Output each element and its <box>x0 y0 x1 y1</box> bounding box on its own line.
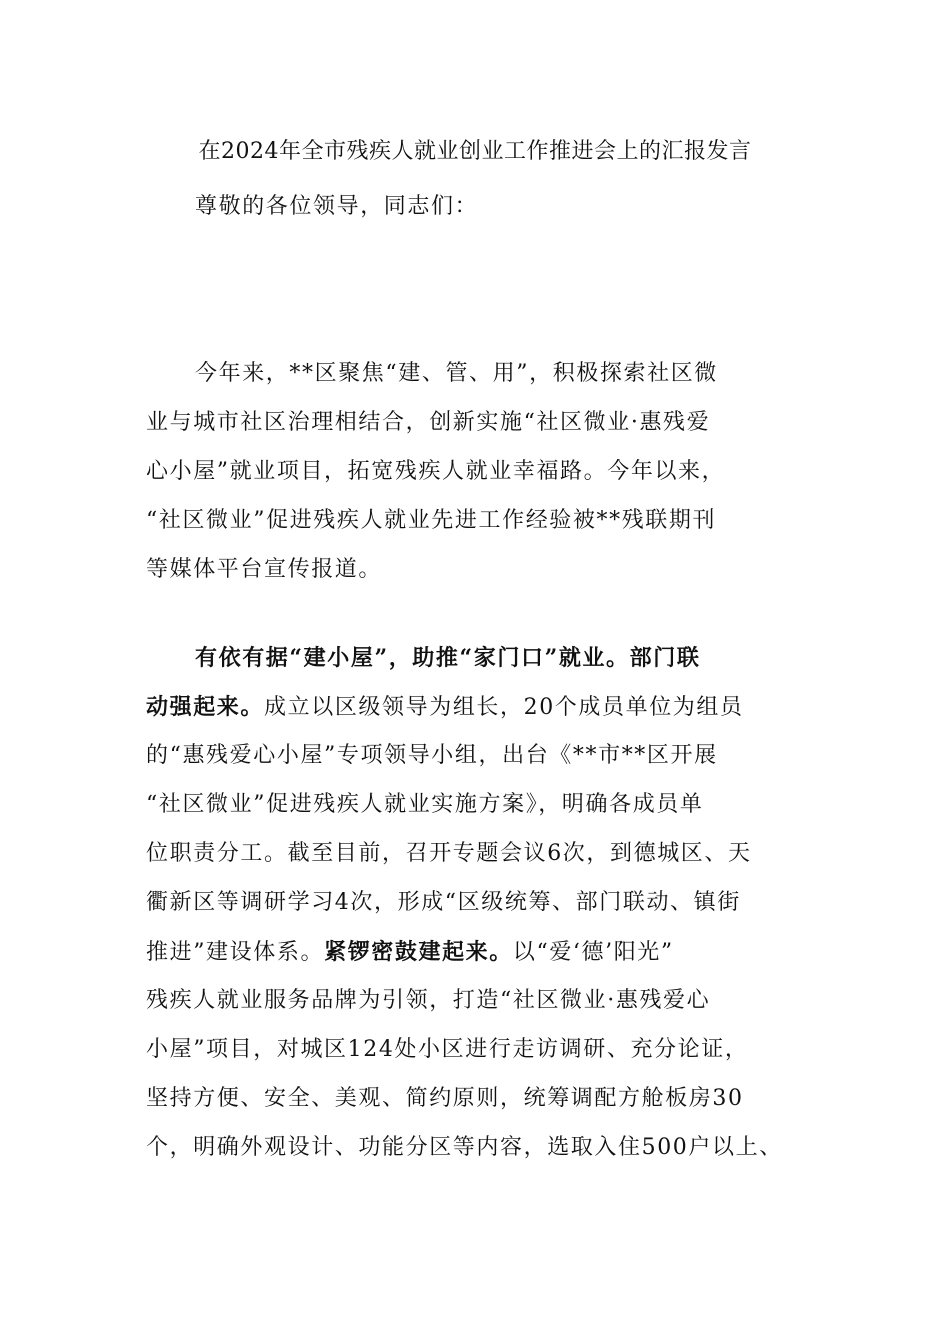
section1-line-7 <box>146 937 674 968</box>
intro-line-4: “社区微业”促进残疾人就业先进工作经验被**残联期刊 <box>146 508 717 533</box>
section1-line-6: 衢新区等调研学习4次，形成“区级统筹、部门联动、镇街 <box>146 890 741 915</box>
section1-line-4: “社区微业”促进残疾人就业实施方案》，明确各成员单 <box>146 792 704 817</box>
section1-line-1 <box>195 643 700 674</box>
document-title: 在2024年全市残疾人就业创业工作推进会上的汇报发言 <box>198 139 752 164</box>
section1-line-11: 个，明确外观设计、功能分区等内容，选取入住500户以上、 <box>146 1135 783 1160</box>
section1-line-9: 小屋”项目，对城区124处小区进行走访调研、充分论证， <box>146 1037 749 1062</box>
section1-line-3: 的“惠残爱心小屋”专项领导小组，出台《**市**区开展 <box>146 743 718 768</box>
section1-heading: 有依有据“建小屋”，助推“家门口”就业。部门联 <box>195 645 701 671</box>
intro-line-3: 心小屋”就业项目，拓宽残疾人就业幸福路。今年以来， <box>146 459 726 484</box>
section1-line-8: 残疾人就业服务品牌为引领，打造“社区微业·惠残爱心 <box>146 988 711 1013</box>
subheading-departments: 动强起来。 <box>146 694 265 720</box>
intro-line-2: 业与城市社区治理相结合，创新实施“社区微业·惠残爱 <box>146 410 711 435</box>
section1-line-5: 位职责分工。截至目前，召开专题会议6次，到德城区、天 <box>146 841 752 866</box>
section1-line-7-start: 推进”建设体系。 <box>146 940 325 965</box>
section1-line-7-rest: 以“爱‘德’阳光” <box>512 940 674 965</box>
subheading-construction: 紧锣密鼓建起来。 <box>324 939 513 965</box>
intro-line-1: 今年来，**区聚焦“建、管、用”，积极探索社区微 <box>195 361 718 386</box>
intro-line-5: 等媒体平台宣传报道。 <box>146 557 383 582</box>
salutation: 尊敬的各位领导，同志们： <box>195 194 479 219</box>
section1-line-2 <box>146 692 744 723</box>
section1-line-2-text: 成立以区级领导为组长，20个成员单位为组员 <box>264 695 744 720</box>
section1-line-10: 坚持方便、安全、美观、简约原则，统筹调配方舱板房30 <box>146 1086 744 1111</box>
